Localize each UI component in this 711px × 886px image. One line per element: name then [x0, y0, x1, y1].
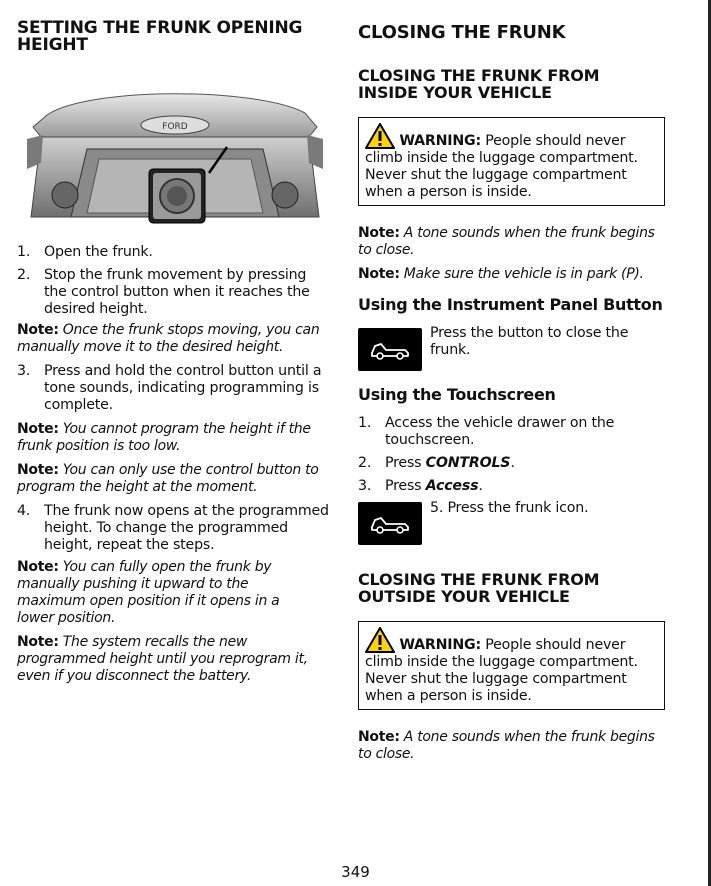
step-text: Press and hold the control button until a tone sounds, indicating programming is complete. — [44, 363, 322, 413]
list-item — [358, 415, 658, 449]
warning-triangle-icon — [365, 123, 395, 149]
list-item — [17, 363, 329, 414]
warning-label: WARNING: — [399, 637, 481, 653]
steps-list-3 — [17, 503, 329, 554]
note-text: Make sure the vehicle is in park (P). — [403, 266, 644, 282]
step-number: 4. — [17, 503, 31, 519]
step-punct: . — [478, 478, 483, 494]
list-item — [358, 455, 658, 472]
note-text: Once the frunk stops moving, you can manually move it to the desired height. — [17, 322, 320, 355]
svg-text:FORD: FORD — [162, 122, 188, 132]
step-text: Access the vehicle drawer on the touchscreen. — [385, 415, 615, 448]
note-label: Note: — [17, 462, 59, 478]
instrument-panel-frunk-button — [358, 328, 422, 371]
touch-steps-list — [358, 415, 658, 495]
menu-name: Access — [425, 478, 479, 494]
frunk-icon — [369, 513, 411, 535]
note — [17, 322, 329, 356]
note — [17, 462, 329, 496]
steps-list-2 — [17, 363, 329, 414]
note-label: Note: — [17, 421, 59, 437]
panel-button-text: Press the button to close the frunk. — [430, 325, 629, 358]
warning-triangle-icon — [365, 627, 395, 653]
note — [358, 729, 668, 763]
touchscreen-frunk-icon-box — [358, 502, 422, 545]
steps-list-1 — [17, 244, 329, 318]
subsection-title: Using the Instrument Panel Button — [358, 295, 663, 314]
touch-icon-text: 5. Press the frunk icon. — [430, 500, 589, 516]
note-text: A tone sounds when the frunk begins to close. — [358, 729, 655, 762]
step-text: Stop the frunk movement by pressing the control button when it reaches the desired height. — [44, 267, 310, 317]
note — [358, 266, 668, 283]
step-text: Open the frunk. — [44, 244, 153, 260]
note-label: Note: — [358, 225, 400, 241]
frunk-illustration — [27, 77, 323, 227]
note-text: A tone sounds when the frunk begins to close. — [358, 225, 655, 258]
warning-text: People should never climb inside the luggage compartment. Never shut the luggage compartment when a person is inside. — [365, 637, 638, 704]
list-item — [17, 244, 329, 261]
section-heading: SETTING THE FRUNK OPENING HEIGHT — [17, 18, 303, 55]
note-text: The system recalls the new programmed height until you reprogram it, even if you disconnect the battery. — [17, 634, 308, 684]
subsection-title: Using the Touchscreen — [358, 385, 556, 404]
step-number: 2. — [17, 267, 31, 283]
note — [17, 421, 329, 455]
page-number: 349 — [341, 863, 370, 881]
list-item — [358, 478, 658, 495]
step-text: Press — [385, 455, 426, 471]
menu-name: CONTROLS — [425, 455, 511, 471]
note — [17, 634, 329, 685]
note-label: Note: — [17, 322, 59, 338]
note-label: Note: — [358, 266, 400, 282]
frunk-open-image — [27, 77, 323, 227]
note-label: Note: — [17, 634, 59, 650]
note-text: You can only use the control button to program the height at the moment. — [17, 462, 319, 495]
step-text: The frunk now opens at the programmed height. To change the programmed height, repeat the steps. — [44, 503, 329, 553]
note — [17, 559, 317, 627]
step-punct: . — [510, 455, 515, 471]
list-item — [17, 503, 329, 554]
step-text: Press — [385, 478, 426, 494]
frunk-icon — [369, 339, 411, 361]
step-number: 1. — [358, 415, 372, 431]
note — [358, 225, 668, 259]
note-label: Note: — [17, 559, 59, 575]
list-item — [17, 267, 329, 318]
note-text: You cannot program the height if the frunk position is too low. — [17, 421, 311, 454]
subsection-heading: CLOSING THE FRUNK FROM INSIDE YOUR VEHICLE — [358, 66, 600, 102]
warning-box — [358, 621, 665, 710]
note-label: Note: — [358, 729, 400, 745]
step-number: 2. — [358, 455, 372, 471]
warning-label: WARNING: — [399, 133, 481, 149]
section-heading: CLOSING THE FRUNK — [358, 22, 566, 43]
step-number: 3. — [17, 363, 31, 379]
warning-text: People should never climb inside the luggage compartment. Never shut the luggage compartment when a person is inside. — [365, 133, 638, 200]
note-text: You can fully open the frunk by manually pushing it upward to the maximum open position if it opens in a lower position. — [17, 559, 280, 626]
warning-box — [358, 117, 665, 206]
step-number: 3. — [358, 478, 372, 494]
subsection-heading: CLOSING THE FRUNK FROM OUTSIDE YOUR VEHICLE — [358, 570, 600, 606]
step-number: 1. — [17, 244, 31, 260]
